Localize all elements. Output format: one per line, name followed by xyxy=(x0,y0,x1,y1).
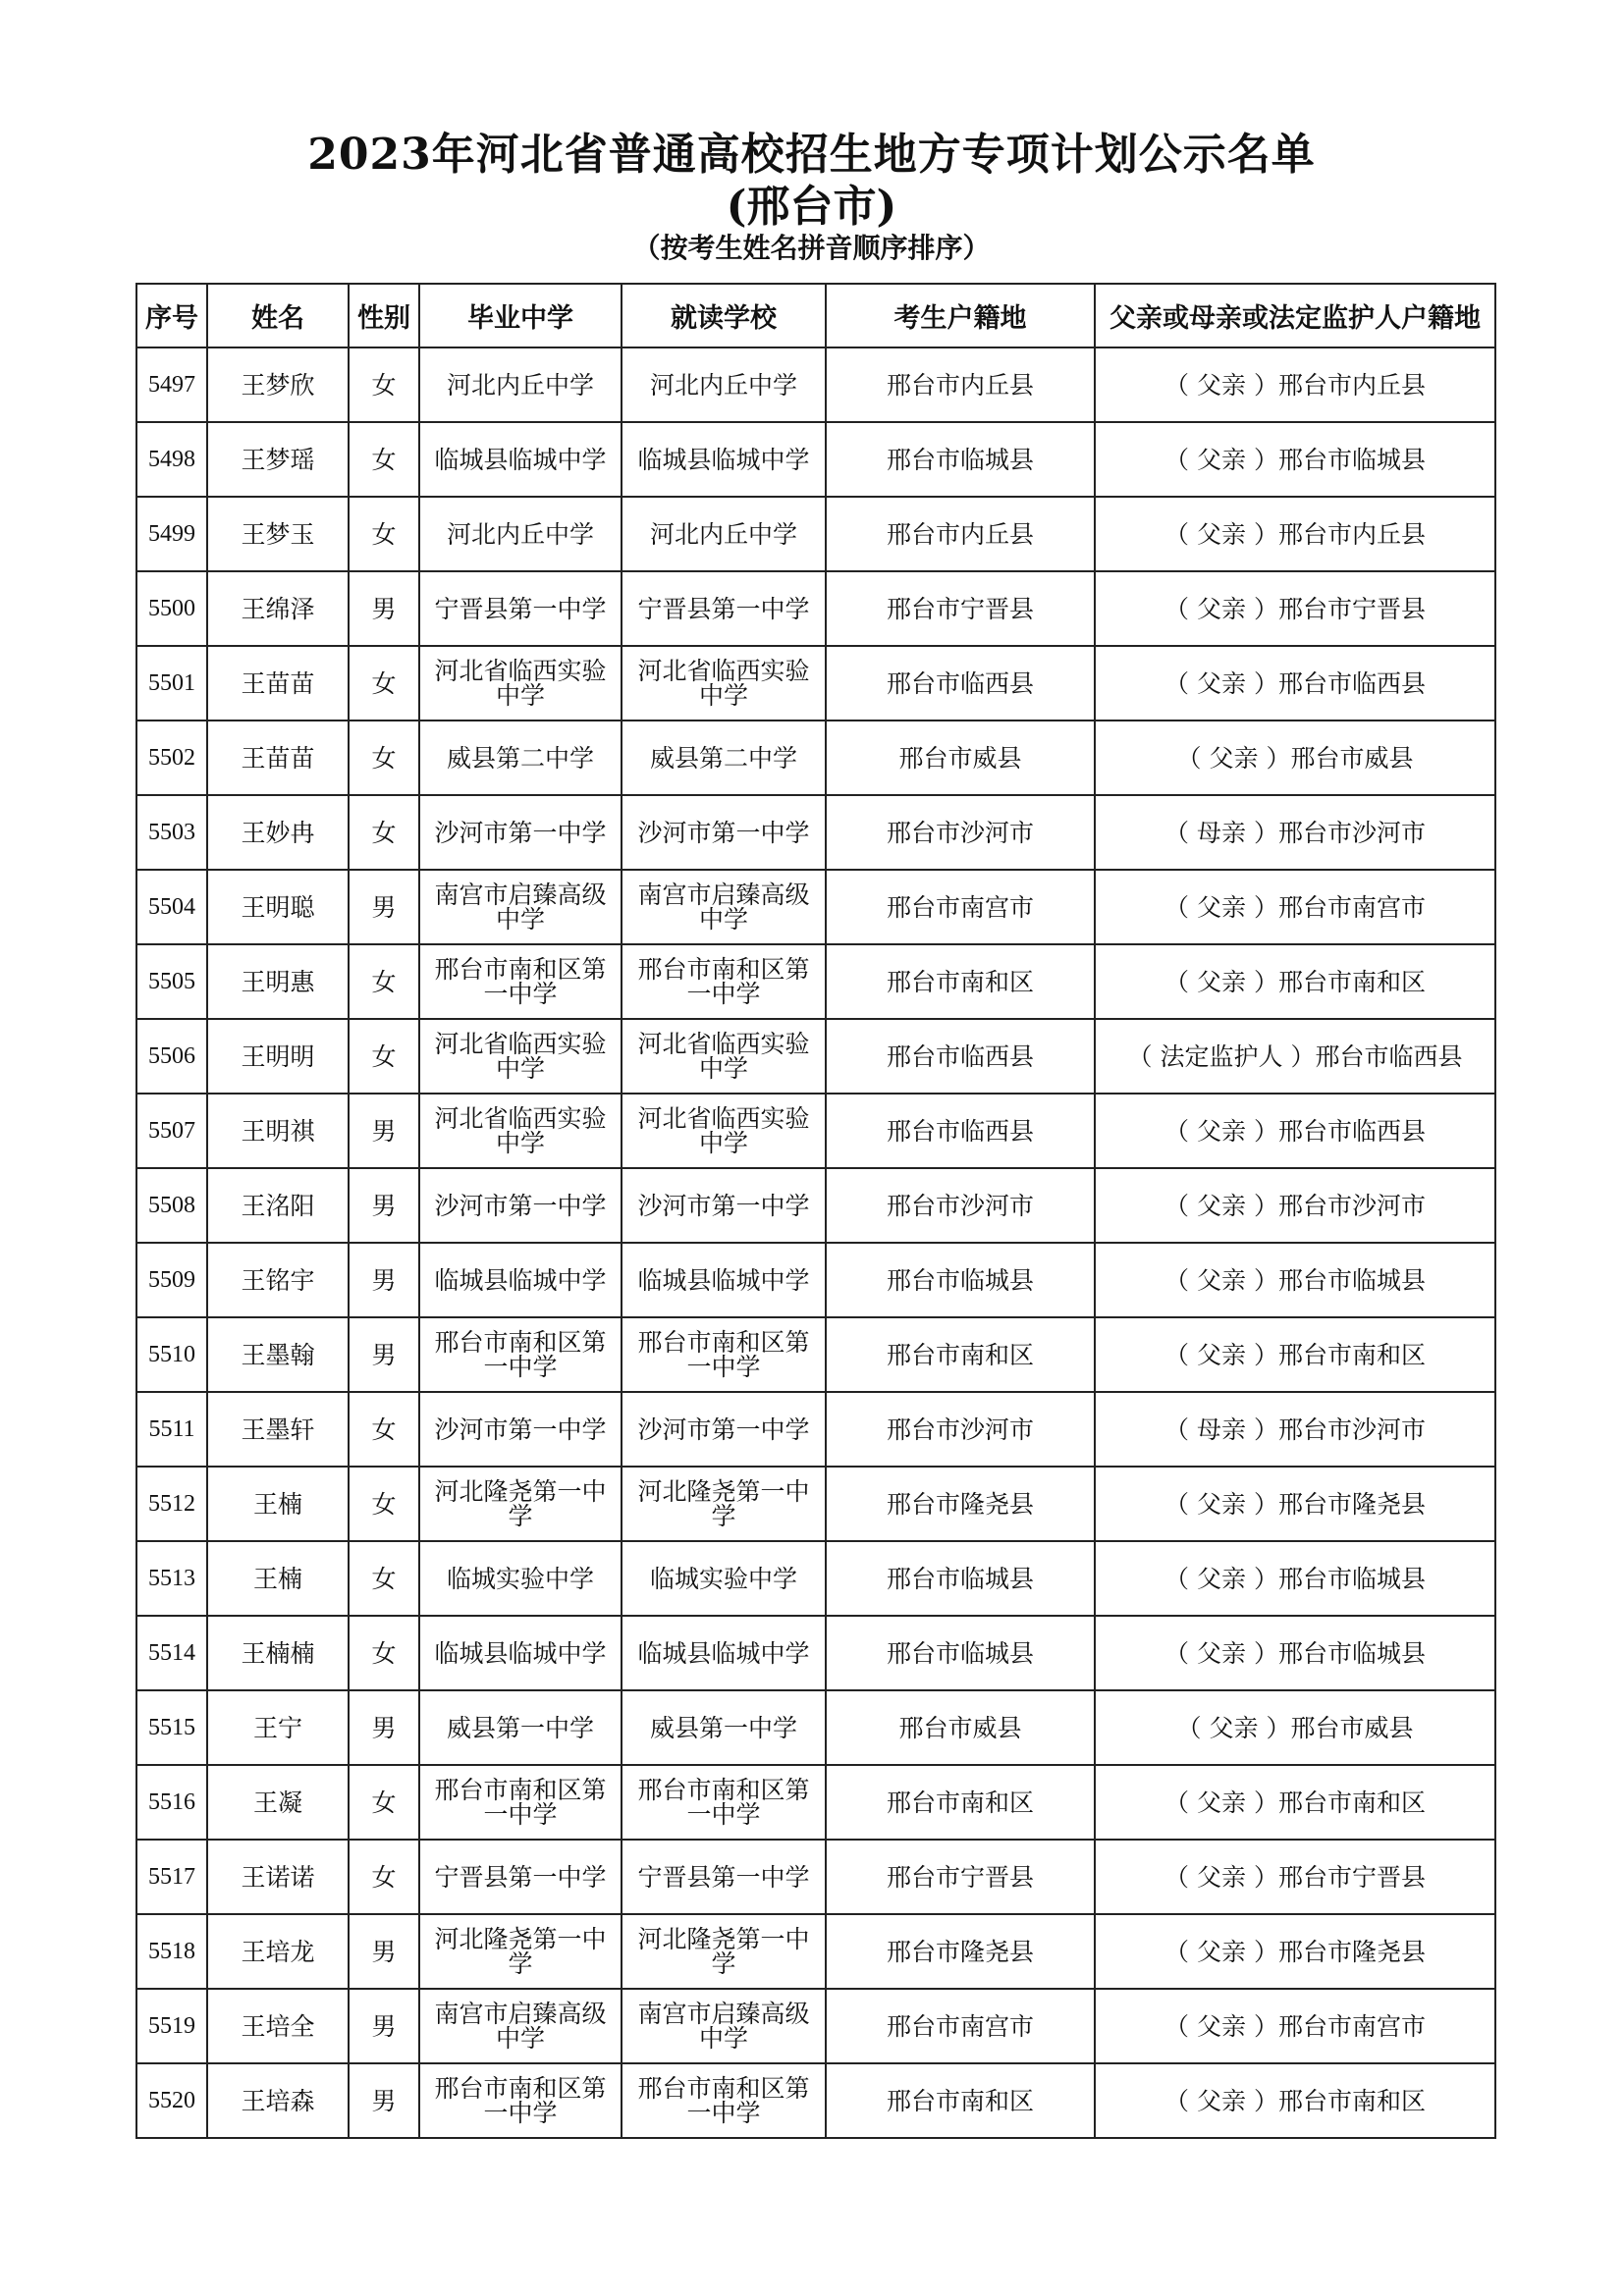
cell-index: 5501 xyxy=(136,646,207,721)
cell-index: 5516 xyxy=(136,1765,207,1840)
cell-index: 5498 xyxy=(136,422,207,497)
cell-current-school: 河北隆尧第一中学 xyxy=(622,1914,826,1989)
cell-current-school: 河北隆尧第一中学 xyxy=(622,1467,826,1541)
cell-gender: 女 xyxy=(349,497,419,571)
cell-name: 王楠楠 xyxy=(207,1616,349,1690)
table-row xyxy=(136,1467,1495,1541)
cell-current-school: 沙河市第一中学 xyxy=(622,1168,826,1243)
cell-graduation-school: 临城县临城中学 xyxy=(419,1616,622,1690)
cell-guardian-registration: （ 父亲 ）邢台市临城县 xyxy=(1095,1616,1495,1690)
table-row xyxy=(136,1840,1495,1914)
cell-gender: 男 xyxy=(349,1914,419,1989)
cell-name: 王宁 xyxy=(207,1690,349,1765)
cell-household-registration: 邢台市临城县 xyxy=(826,422,1095,497)
cell-graduation-school: 沙河市第一中学 xyxy=(419,1392,622,1467)
cell-name: 王妙冉 xyxy=(207,795,349,870)
header-name: 姓名 xyxy=(207,284,349,347)
cell-gender: 女 xyxy=(349,1616,419,1690)
cell-guardian-registration: （ 母亲 ）邢台市沙河市 xyxy=(1095,1392,1495,1467)
cell-household-registration: 邢台市南和区 xyxy=(826,2063,1095,2138)
table-row xyxy=(136,1914,1495,1989)
cell-household-registration: 邢台市内丘县 xyxy=(826,347,1095,422)
cell-index: 5509 xyxy=(136,1243,207,1317)
cell-household-registration: 邢台市威县 xyxy=(826,721,1095,795)
header-current-school: 就读学校 xyxy=(622,284,826,347)
cell-gender: 女 xyxy=(349,347,419,422)
cell-gender: 女 xyxy=(349,944,419,1019)
table-row xyxy=(136,1541,1495,1616)
cell-gender: 女 xyxy=(349,1765,419,1840)
cell-index: 5505 xyxy=(136,944,207,1019)
cell-graduation-school: 威县第一中学 xyxy=(419,1690,622,1765)
cell-index: 5510 xyxy=(136,1317,207,1392)
cell-guardian-registration: （ 父亲 ）邢台市沙河市 xyxy=(1095,1168,1495,1243)
cell-graduation-school: 临城实验中学 xyxy=(419,1541,622,1616)
table-row xyxy=(136,2063,1495,2138)
document-subtitle: (邢台市) xyxy=(726,182,897,232)
cell-current-school: 宁晋县第一中学 xyxy=(622,571,826,646)
table-row xyxy=(136,571,1495,646)
cell-name: 王培森 xyxy=(207,2063,349,2138)
cell-household-registration: 邢台市隆尧县 xyxy=(826,1914,1095,1989)
table-row xyxy=(136,944,1495,1019)
cell-index: 5502 xyxy=(136,721,207,795)
cell-name: 王苗苗 xyxy=(207,646,349,721)
table-row xyxy=(136,1019,1495,1094)
table-row xyxy=(136,1616,1495,1690)
cell-index: 5518 xyxy=(136,1914,207,1989)
cell-gender: 女 xyxy=(349,1541,419,1616)
cell-guardian-registration: （ 父亲 ）邢台市隆尧县 xyxy=(1095,1914,1495,1989)
cell-name: 王诺诺 xyxy=(207,1840,349,1914)
cell-guardian-registration: （ 父亲 ）邢台市临西县 xyxy=(1095,646,1495,721)
table-row xyxy=(136,422,1495,497)
cell-name: 王洺阳 xyxy=(207,1168,349,1243)
cell-graduation-school: 邢台市南和区第一中学 xyxy=(419,2063,622,2138)
cell-index: 5512 xyxy=(136,1467,207,1541)
cell-gender: 男 xyxy=(349,1243,419,1317)
cell-guardian-registration: （ 父亲 ）邢台市宁晋县 xyxy=(1095,1840,1495,1914)
cell-gender: 女 xyxy=(349,422,419,497)
cell-guardian-registration: （ 父亲 ）邢台市临城县 xyxy=(1095,422,1495,497)
cell-guardian-registration: （ 父亲 ）邢台市南宫市 xyxy=(1095,1989,1495,2063)
cell-current-school: 邢台市南和区第一中学 xyxy=(622,944,826,1019)
cell-gender: 男 xyxy=(349,2063,419,2138)
cell-gender: 女 xyxy=(349,646,419,721)
cell-current-school: 河北内丘中学 xyxy=(622,347,826,422)
table-body xyxy=(136,347,1495,2138)
cell-household-registration: 邢台市临西县 xyxy=(826,1019,1095,1094)
cell-current-school: 河北省临西实验中学 xyxy=(622,646,826,721)
cell-household-registration: 邢台市临城县 xyxy=(826,1243,1095,1317)
cell-gender: 女 xyxy=(349,1840,419,1914)
cell-household-registration: 邢台市宁晋县 xyxy=(826,1840,1095,1914)
cell-graduation-school: 邢台市南和区第一中学 xyxy=(419,1765,622,1840)
cell-graduation-school: 河北隆尧第一中学 xyxy=(419,1467,622,1541)
table-row xyxy=(136,497,1495,571)
cell-gender: 男 xyxy=(349,870,419,944)
cell-gender: 女 xyxy=(349,795,419,870)
cell-name: 王苗苗 xyxy=(207,721,349,795)
cell-name: 王梦瑶 xyxy=(207,422,349,497)
header-row xyxy=(136,284,1495,347)
roster-table xyxy=(135,283,1496,2139)
cell-household-registration: 邢台市内丘县 xyxy=(826,497,1095,571)
cell-graduation-school: 邢台市南和区第一中学 xyxy=(419,944,622,1019)
table-row xyxy=(136,721,1495,795)
cell-gender: 女 xyxy=(349,1019,419,1094)
cell-guardian-registration: （ 父亲 ）邢台市威县 xyxy=(1095,1690,1495,1765)
cell-graduation-school: 南宫市启臻高级中学 xyxy=(419,1989,622,2063)
cell-index: 5507 xyxy=(136,1094,207,1168)
table-header xyxy=(136,284,1495,347)
cell-current-school: 沙河市第一中学 xyxy=(622,1392,826,1467)
cell-current-school: 南宫市启臻高级中学 xyxy=(622,1989,826,2063)
table-row xyxy=(136,870,1495,944)
cell-graduation-school: 威县第二中学 xyxy=(419,721,622,795)
cell-gender: 女 xyxy=(349,1392,419,1467)
cell-guardian-registration: （ 父亲 ）邢台市南和区 xyxy=(1095,1765,1495,1840)
cell-household-registration: 邢台市南和区 xyxy=(826,1317,1095,1392)
cell-household-registration: 邢台市南宫市 xyxy=(826,1989,1095,2063)
cell-graduation-school: 河北内丘中学 xyxy=(419,497,622,571)
cell-index: 5515 xyxy=(136,1690,207,1765)
cell-gender: 女 xyxy=(349,1467,419,1541)
cell-guardian-registration: （ 母亲 ）邢台市沙河市 xyxy=(1095,795,1495,870)
cell-name: 王墨轩 xyxy=(207,1392,349,1467)
cell-current-school: 临城实验中学 xyxy=(622,1541,826,1616)
cell-graduation-school: 河北省临西实验中学 xyxy=(419,1094,622,1168)
sort-note: （按考生姓名拼音顺序排序） xyxy=(632,232,991,264)
cell-current-school: 河北内丘中学 xyxy=(622,497,826,571)
cell-name: 王绵泽 xyxy=(207,571,349,646)
cell-index: 5503 xyxy=(136,795,207,870)
header-graduation-school: 毕业中学 xyxy=(419,284,622,347)
cell-current-school: 沙河市第一中学 xyxy=(622,795,826,870)
cell-name: 王培龙 xyxy=(207,1914,349,1989)
table-row xyxy=(136,1168,1495,1243)
cell-current-school: 河北省临西实验中学 xyxy=(622,1019,826,1094)
cell-guardian-registration: （ 父亲 ）邢台市南和区 xyxy=(1095,2063,1495,2138)
cell-gender: 男 xyxy=(349,1168,419,1243)
cell-household-registration: 邢台市临西县 xyxy=(826,1094,1095,1168)
cell-graduation-school: 河北省临西实验中学 xyxy=(419,646,622,721)
cell-graduation-school: 沙河市第一中学 xyxy=(419,1168,622,1243)
cell-guardian-registration: （ 父亲 ）邢台市临西县 xyxy=(1095,1094,1495,1168)
cell-graduation-school: 河北内丘中学 xyxy=(419,347,622,422)
header-household-registration: 考生户籍地 xyxy=(826,284,1095,347)
cell-current-school: 邢台市南和区第一中学 xyxy=(622,1765,826,1840)
cell-guardian-registration: （ 父亲 ）邢台市南和区 xyxy=(1095,1317,1495,1392)
cell-household-registration: 邢台市威县 xyxy=(826,1690,1095,1765)
cell-current-school: 威县第一中学 xyxy=(622,1690,826,1765)
cell-graduation-school: 宁晋县第一中学 xyxy=(419,1840,622,1914)
cell-index: 5497 xyxy=(136,347,207,422)
cell-graduation-school: 邢台市南和区第一中学 xyxy=(419,1317,622,1392)
table-row xyxy=(136,646,1495,721)
cell-guardian-registration: （ 父亲 ）邢台市隆尧县 xyxy=(1095,1467,1495,1541)
cell-guardian-registration: （ 父亲 ）邢台市宁晋县 xyxy=(1095,571,1495,646)
cell-household-registration: 邢台市临城县 xyxy=(826,1616,1095,1690)
cell-gender: 男 xyxy=(349,571,419,646)
cell-index: 5511 xyxy=(136,1392,207,1467)
cell-household-registration: 邢台市沙河市 xyxy=(826,795,1095,870)
cell-guardian-registration: （ 父亲 ）邢台市临城县 xyxy=(1095,1243,1495,1317)
cell-name: 王铭宇 xyxy=(207,1243,349,1317)
table-row xyxy=(136,1392,1495,1467)
table-row xyxy=(136,1765,1495,1840)
cell-index: 5506 xyxy=(136,1019,207,1094)
cell-current-school: 宁晋县第一中学 xyxy=(622,1840,826,1914)
cell-guardian-registration: （ 父亲 ）邢台市临城县 xyxy=(1095,1541,1495,1616)
cell-current-school: 河北省临西实验中学 xyxy=(622,1094,826,1168)
cell-name: 王培全 xyxy=(207,1989,349,2063)
table-row xyxy=(136,1317,1495,1392)
cell-current-school: 邢台市南和区第一中学 xyxy=(622,2063,826,2138)
cell-current-school: 临城县临城中学 xyxy=(622,1616,826,1690)
cell-index: 5504 xyxy=(136,870,207,944)
cell-name: 王楠 xyxy=(207,1541,349,1616)
cell-index: 5520 xyxy=(136,2063,207,2138)
cell-index: 5500 xyxy=(136,571,207,646)
cell-graduation-school: 南宫市启臻高级中学 xyxy=(419,870,622,944)
cell-index: 5519 xyxy=(136,1989,207,2063)
cell-name: 王明惠 xyxy=(207,944,349,1019)
cell-index: 5508 xyxy=(136,1168,207,1243)
cell-guardian-registration: （ 父亲 ）邢台市南宫市 xyxy=(1095,870,1495,944)
cell-index: 5499 xyxy=(136,497,207,571)
cell-name: 王梦欣 xyxy=(207,347,349,422)
cell-current-school: 威县第二中学 xyxy=(622,721,826,795)
cell-guardian-registration: （ 父亲 ）邢台市内丘县 xyxy=(1095,497,1495,571)
cell-index: 5514 xyxy=(136,1616,207,1690)
header-guardian-registration: 父亲或母亲或法定监护人户籍地 xyxy=(1095,284,1495,347)
cell-name: 王明祺 xyxy=(207,1094,349,1168)
table-row xyxy=(136,1094,1495,1168)
cell-index: 5513 xyxy=(136,1541,207,1616)
cell-household-registration: 邢台市临城县 xyxy=(826,1541,1095,1616)
cell-index: 5517 xyxy=(136,1840,207,1914)
header-index: 序号 xyxy=(136,284,207,347)
cell-gender: 男 xyxy=(349,1690,419,1765)
cell-household-registration: 邢台市沙河市 xyxy=(826,1168,1095,1243)
cell-guardian-registration: （ 父亲 ）邢台市南和区 xyxy=(1095,944,1495,1019)
cell-gender: 女 xyxy=(349,721,419,795)
document-title: 2023年河北省普通高校招生地方专项计划公示名单 xyxy=(307,130,1316,180)
cell-graduation-school: 河北隆尧第一中学 xyxy=(419,1914,622,1989)
cell-name: 王明聪 xyxy=(207,870,349,944)
cell-household-registration: 邢台市宁晋县 xyxy=(826,571,1095,646)
cell-household-registration: 邢台市临西县 xyxy=(826,646,1095,721)
table-row xyxy=(136,1243,1495,1317)
table-row xyxy=(136,1989,1495,2063)
cell-name: 王墨翰 xyxy=(207,1317,349,1392)
cell-household-registration: 邢台市隆尧县 xyxy=(826,1467,1095,1541)
cell-household-registration: 邢台市沙河市 xyxy=(826,1392,1095,1467)
cell-current-school: 邢台市南和区第一中学 xyxy=(622,1317,826,1392)
cell-gender: 男 xyxy=(349,1989,419,2063)
cell-name: 王楠 xyxy=(207,1467,349,1541)
cell-graduation-school: 临城县临城中学 xyxy=(419,1243,622,1317)
cell-current-school: 临城县临城中学 xyxy=(622,422,826,497)
cell-graduation-school: 临城县临城中学 xyxy=(419,422,622,497)
cell-household-registration: 邢台市南宫市 xyxy=(826,870,1095,944)
cell-name: 王明明 xyxy=(207,1019,349,1094)
cell-name: 王凝 xyxy=(207,1765,349,1840)
cell-graduation-school: 沙河市第一中学 xyxy=(419,795,622,870)
table-row xyxy=(136,795,1495,870)
cell-current-school: 临城县临城中学 xyxy=(622,1243,826,1317)
cell-household-registration: 邢台市南和区 xyxy=(826,944,1095,1019)
table-row xyxy=(136,1690,1495,1765)
cell-gender: 男 xyxy=(349,1317,419,1392)
cell-name: 王梦玉 xyxy=(207,497,349,571)
cell-guardian-registration: （ 父亲 ）邢台市内丘县 xyxy=(1095,347,1495,422)
header-gender: 性别 xyxy=(349,284,419,347)
cell-current-school: 南宫市启臻高级中学 xyxy=(622,870,826,944)
cell-graduation-school: 河北省临西实验中学 xyxy=(419,1019,622,1094)
cell-guardian-registration: （ 父亲 ）邢台市威县 xyxy=(1095,721,1495,795)
cell-gender: 男 xyxy=(349,1094,419,1168)
cell-household-registration: 邢台市南和区 xyxy=(826,1765,1095,1840)
cell-guardian-registration: （ 法定监护人 ）邢台市临西县 xyxy=(1095,1019,1495,1094)
cell-graduation-school: 宁晋县第一中学 xyxy=(419,571,622,646)
table-row xyxy=(136,347,1495,422)
